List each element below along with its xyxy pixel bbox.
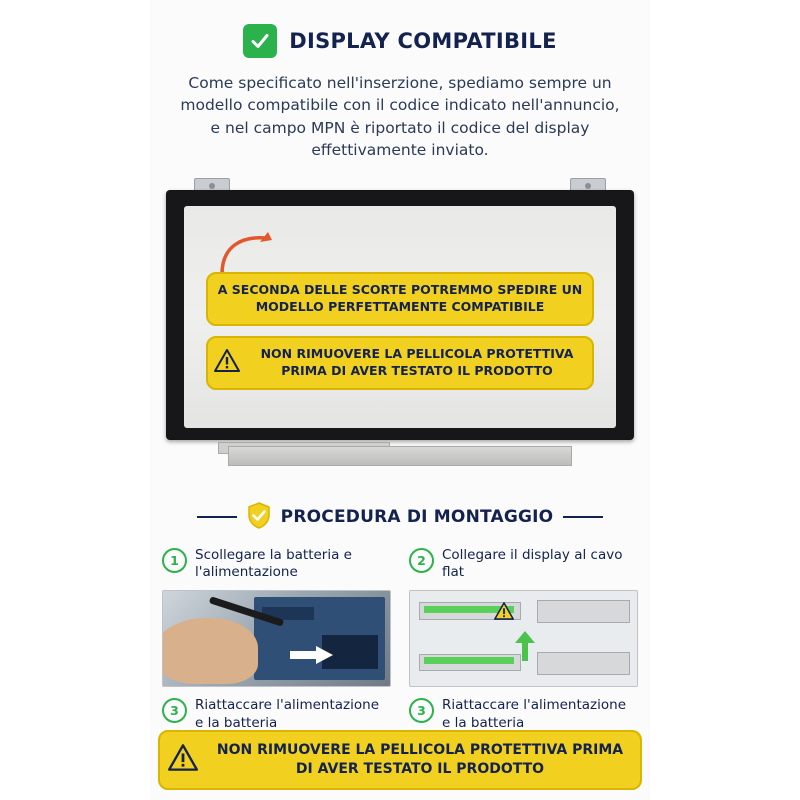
procedure-column-1 [162, 547, 391, 732]
compatibility-callout: A SECONDA DELLE SCORTE POTREMMO SPEDIRE UN MODELLO PERFETTAMENTE COMPATIBILE [206, 272, 594, 326]
page-title: DISPLAY COMPATIBILE [289, 29, 557, 53]
procedure-steps [162, 547, 638, 732]
check-icon [243, 24, 277, 58]
film-warning-text: NON RIMUOVERE LA PELLICOLA PROTETTIVA PRIMA DI AVER TESTATO IL PRODOTTO [260, 345, 574, 378]
step-text: Scollegare la batteria e l'alimentazione [195, 546, 352, 581]
step-item [162, 697, 391, 732]
laptop-internals-photo [162, 590, 391, 687]
divider-left [197, 516, 237, 518]
warning-triangle-icon [494, 602, 514, 624]
bottom-warning-banner [158, 730, 642, 790]
header-paragraph: Come specificato nell'inserzione, spediamo sempre un modello compatibile con il codice indicato nell'annuncio, e nel campo MPN è riportato il codice del display effettivamente inviato. [180, 74, 620, 160]
display-panel-illustration [158, 178, 642, 478]
content-column [150, 0, 650, 800]
flat-cable-strip-2 [424, 657, 515, 664]
green-arrow-icon [514, 631, 536, 665]
hand [162, 618, 258, 685]
step-number: 1 [162, 548, 187, 573]
procedure-column-2 [409, 547, 638, 732]
step-item [162, 547, 391, 582]
warning-triangle-icon [214, 349, 240, 377]
connector-bottom-right [537, 652, 630, 675]
procedure-header [150, 502, 650, 533]
step-number: 3 [162, 698, 187, 723]
step-number: 2 [409, 548, 434, 573]
bottom-warning-text: NON RIMUOVERE LA PELLICOLA PROTETTIVA PRIMA DI AVER TESTATO IL PRODOTTO [216, 742, 624, 778]
panel-bottom-strip [228, 446, 572, 466]
white-arrow-icon [290, 646, 334, 668]
header [150, 0, 650, 58]
step-text: Collegare il display al cavo flat [442, 546, 623, 581]
warning-triangle-icon [168, 744, 198, 777]
right-margin [650, 0, 800, 800]
step-item [409, 697, 638, 732]
shield-icon [247, 502, 271, 533]
divider-right [563, 516, 603, 518]
step-text: Riattaccare l'alimentazione e la batteria [195, 696, 380, 731]
film-warning-callout [206, 336, 594, 390]
left-margin [0, 0, 150, 800]
procedure-title: PROCEDURA DI MONTAGGIO [280, 507, 554, 528]
step-text: Riattaccare l'alimentazione e la batteria [442, 696, 627, 731]
connector-top-right [537, 600, 630, 623]
step-number: 3 [409, 698, 434, 723]
flat-cable-connector-photo [409, 590, 638, 687]
step-item [409, 547, 638, 582]
